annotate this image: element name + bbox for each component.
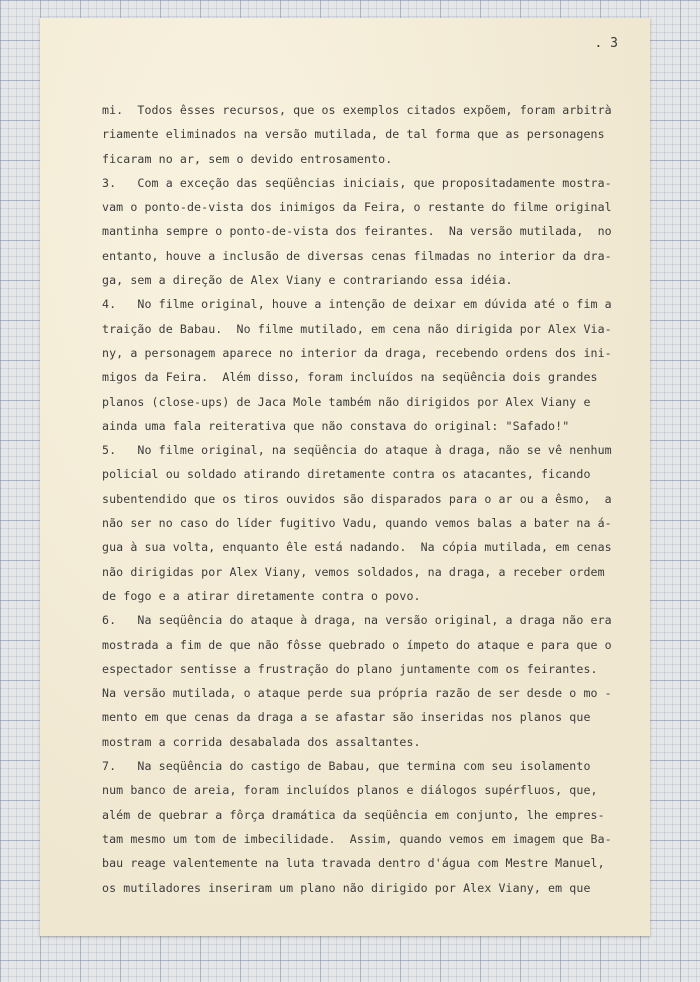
text-line: subentendido que os tiros ouvidos são disparados para o ar ou a êsmo, a	[102, 491, 612, 506]
text-line: além de quebrar a fôrça dramática da seqüência em conjunto, lhe empres-	[102, 807, 605, 822]
text-line: os mutiladores inseriram um plano não dirigido por Alex Viany, em que	[102, 880, 591, 895]
text-line: de fogo e a atirar diretamente contra o povo.	[102, 588, 421, 603]
text-line: planos (close-ups) de Jaca Mole também não dirigidos por Alex Viany e	[102, 394, 591, 409]
text-line: gua à sua volta, enquanto êle está nadando. Na cópia mutilada, em cenas	[102, 540, 612, 555]
text-line: 5. No filme original, na seqüência do ataque à draga, não se vê nenhum	[102, 443, 612, 458]
text-line: mostram a corrida desabalada dos assaltantes.	[102, 734, 421, 749]
text-line: não ser no caso do líder fugitivo Vadu, quando vemos balas a bater na á-	[102, 516, 612, 531]
text-line: 7. Na seqüência do castigo de Babau, que termina com seu isolamento	[102, 759, 591, 774]
text-line: Na versão mutilada, o ataque perde sua própria razão de ser desde o mo -	[102, 686, 612, 701]
text-line: traição de Babau. No filme mutilado, em cena não dirigida por Alex Via-	[102, 321, 612, 336]
text-line: bau reage valentemente na luta travada dentro d'água com Mestre Manuel,	[102, 856, 605, 871]
text-line: entanto, houve a inclusão de diversas cenas filmadas no interior da dra-	[102, 248, 612, 263]
text-line: ainda uma fala reiterativa que não constava do original: "Safado!"	[102, 418, 570, 433]
page-number: . 3	[594, 36, 618, 51]
text-line: mi. Todos êsses recursos, que os exemplos citados expõem, foram arbitrà	[102, 103, 612, 117]
text-line: mostrada a fim de que não fôsse quebrado o ímpeto do ataque e para que o	[102, 637, 612, 652]
text-line: 6. Na seqüência do ataque à draga, na versão original, a draga não era	[102, 613, 612, 628]
text-line: riamente eliminados na versão mutilada, de tal forma que as personagens	[102, 127, 605, 142]
text-line: migos da Feira. Além disso, foram incluídos na seqüência dois grandes	[102, 370, 598, 385]
text-line: policial ou soldado atirando diretamente contra os atacantes, ficando	[102, 467, 591, 482]
text-line: espectador sentisse a frustração do plano juntamente com os feirantes.	[102, 661, 598, 676]
text-line: num banco de areia, foram incluídos planos e diálogos supérfluos, que,	[102, 783, 598, 798]
text-line: ga, sem a direção de Alex Viany e contrariando essa idéia.	[102, 273, 513, 288]
text-line: mento em que cenas da draga a se afastar são inseridas nos planos que	[102, 710, 591, 725]
body-text	[102, 98, 637, 900]
text-line: ficaram no ar, sem o devido entrosamento.	[102, 151, 393, 166]
text-line: tam mesmo um tom de imbecilidade. Assim, quando vemos em imagem que Ba-	[102, 831, 612, 846]
text-line: 4. No filme original, houve a intenção de deixar em dúvida até o fim a	[102, 297, 612, 312]
text-line: mantinha sempre o ponto-de-vista dos feirantes. Na versão mutilada, no	[102, 224, 612, 239]
typed-page	[40, 18, 650, 936]
text-line: 3. Com a exceção das seqüências iniciais, que propositadamente mostra-	[102, 175, 612, 190]
text-line: não dirigidas por Alex Viany, vemos soldados, na draga, a receber ordem	[102, 564, 605, 579]
text-line: vam o ponto-de-vista dos inimigos da Feira, o restante do filme original	[102, 200, 612, 215]
text-line: ny, a personagem aparece no interior da draga, recebendo ordens dos ini-	[102, 345, 612, 360]
